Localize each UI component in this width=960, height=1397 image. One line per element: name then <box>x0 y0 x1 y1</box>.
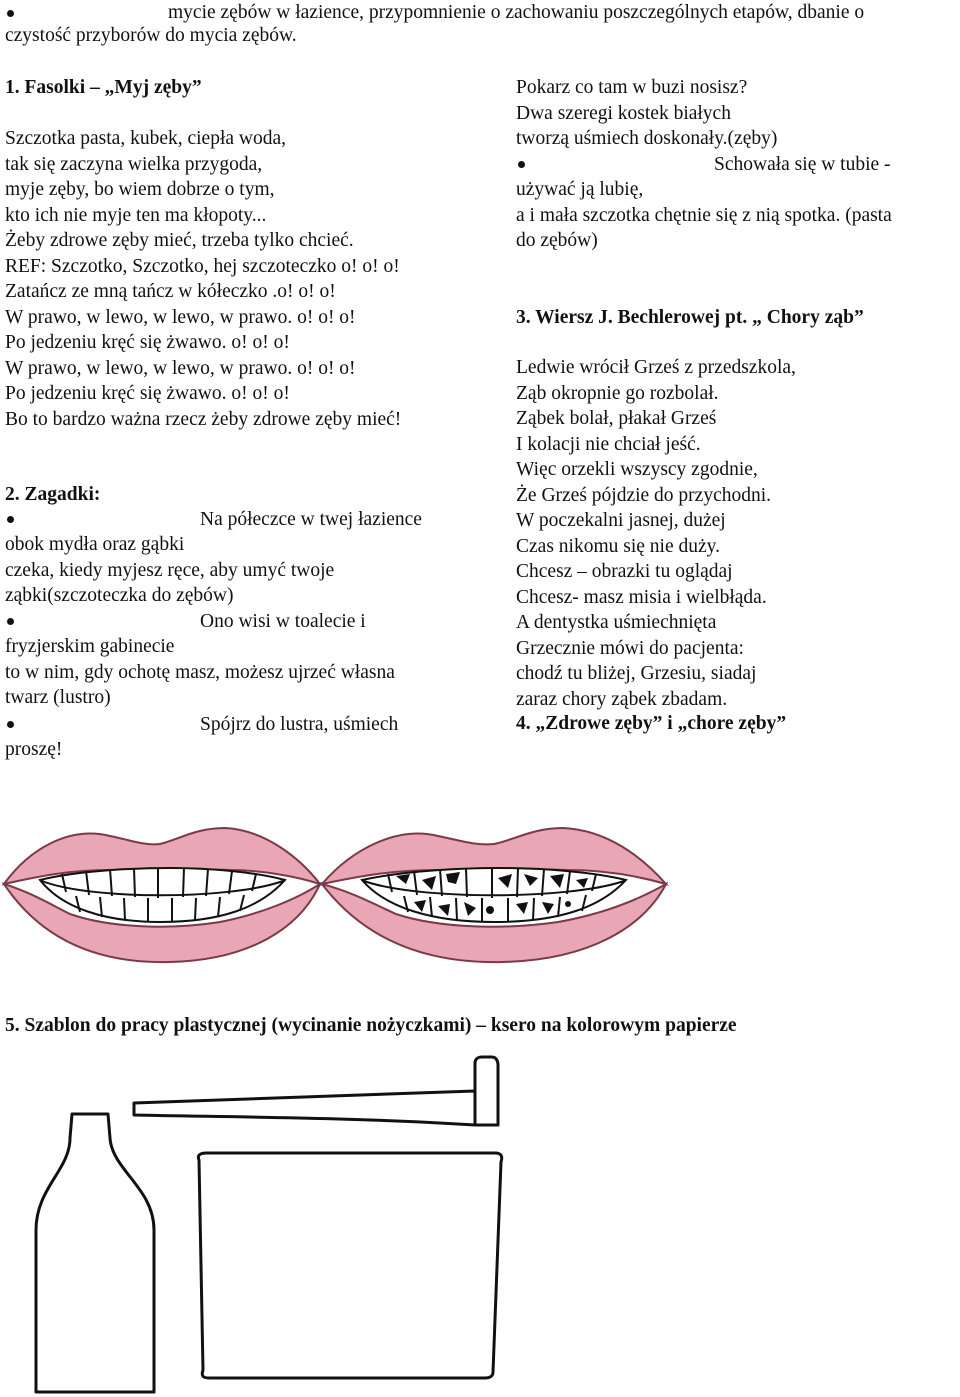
song-heading: 1. Fasolki – „Myj zęby” <box>5 77 202 98</box>
toothpaste-tube-outline-illustration <box>195 1150 505 1380</box>
riddle-5-first-line: Schowała się w tubie - <box>714 154 891 175</box>
text-line: proszę! <box>5 739 63 760</box>
text-line: kto ich nie myje ten ma kłopoty... <box>5 204 267 226</box>
toothbrush-outline-illustration <box>130 1055 500 1130</box>
text-line: Żeby zdrowe zęby mieć, trzeba tylko chcieć. <box>5 230 354 251</box>
text-line: tworzą uśmiech doskonały.(zęby) <box>516 128 778 149</box>
text-line: fryzjerskim gabinecie <box>5 636 175 657</box>
text-line: Że Grześ pójdzie do przychodni. <box>516 484 772 506</box>
healthy-smile-illustration <box>0 818 322 966</box>
text-line: Zatańcz ze mną tańcz w kółeczko .o! o! o! <box>5 281 336 302</box>
text-line: Dwa szeregi kostek białych <box>516 102 731 124</box>
text-line: czeka, kiedy myjesz ręce, aby umyć twoje <box>5 559 335 581</box>
task-4-heading: 4. „Zdrowe zęby” i „chore zęby” <box>516 713 787 734</box>
text-line: Grzecznie mówi do pacjenta: <box>516 637 744 659</box>
poem-heading: 3. Wiersz J. Bechlerowej pt. „ Chory ząb” <box>516 307 864 328</box>
text-line: Ledwie wrócił Grześ z przedszkola, <box>516 357 796 378</box>
text-line: to w nim, gdy ochotę masz, możesz ujrzeć własna <box>5 661 395 683</box>
text-line: I kolacji nie chciał jeść. <box>516 433 701 455</box>
bullet-icon <box>7 10 14 17</box>
text-line: W prawo, w lewo, w lewo, w prawo. o! o! o! <box>5 306 356 328</box>
text-line: Ząb okropnie go rozbolał. <box>516 382 719 404</box>
text-line: twarz (lustro) <box>5 687 111 708</box>
text-line: W poczekalni jasnej, dużej <box>516 510 726 531</box>
riddle-1-first-line: Na półeczce w twej łazience <box>200 509 422 530</box>
riddles-heading: 2. Zagadki: <box>5 484 101 505</box>
text-line: używać ją lubię, <box>516 179 644 200</box>
text-line: Szczotka pasta, kubek, ciepła woda, <box>5 128 287 149</box>
text-line: Po jedzeniu kręć się żwawo. o! o! o! <box>5 383 290 404</box>
bullet-icon <box>7 618 14 625</box>
sick-smile-illustration <box>318 818 670 966</box>
text-line: myje zęby, bo wiem dobrze o tym, <box>5 179 275 200</box>
text-line: W prawo, w lewo, w lewo, w prawo. o! o! o! <box>5 357 356 379</box>
intro-line-2: czystość przyborów do mycia zębów. <box>5 25 297 46</box>
text-line: obok mydła oraz gąbki <box>5 534 185 555</box>
text-line: do zębów) <box>516 230 598 251</box>
text-line: Czas nikomu się nie duży. <box>516 535 720 557</box>
text-line: Więc orzekli wszyscy zgodnie, <box>516 459 758 480</box>
bullet-icon <box>7 516 14 523</box>
text-line: tak się zaczyna wielka przygoda, <box>5 153 263 175</box>
text-line: zaraz chory ząbek zbadam. <box>516 688 728 710</box>
text-line: chodź tu bliżej, Grzesiu, siadaj <box>516 663 757 684</box>
text-line: Po jedzeniu kręć się żwawo. o! o! o! <box>5 332 290 353</box>
text-line: REF: Szczotko, Szczotko, hej szczoteczko o! o! o! <box>5 255 400 277</box>
text-line: Bo to bardzo ważna rzecz żeby zdrowe zęby mieć! <box>5 408 402 430</box>
bottle-outline-illustration <box>30 1110 160 1395</box>
text-line: Chcesz- masz misia i wielbłąda. <box>516 586 767 608</box>
text-line: A dentystka uśmiechnięta <box>516 612 717 633</box>
text-line: a i mała szczotka chętnie się z nią spotka. (pasta <box>516 204 892 226</box>
task-5-heading: 5. Szablon do pracy plastycznej (wycinanie nożyczkami) – ksero na kolorowym papierze <box>5 1015 737 1036</box>
text-line: ząbki(szczoteczka do zębów) <box>5 585 234 606</box>
riddle-2-first-line: Ono wisi w toalecie i <box>200 611 366 632</box>
intro-line-1: mycie zębów w łazience, przypomnienie o zachowaniu poszczególnych etapów, dbanie o <box>168 2 865 23</box>
text-line: Pokarz co tam w buzi nosisz? <box>516 77 748 98</box>
text-line: Ząbek bolał, płakał Grześ <box>516 408 717 429</box>
riddle-3-first-line: Spójrz do lustra, uśmiech <box>200 714 399 735</box>
bullet-icon <box>518 161 525 168</box>
bullet-icon <box>7 721 14 728</box>
text-line: Chcesz – obrazki tu oglądaj <box>516 561 733 582</box>
